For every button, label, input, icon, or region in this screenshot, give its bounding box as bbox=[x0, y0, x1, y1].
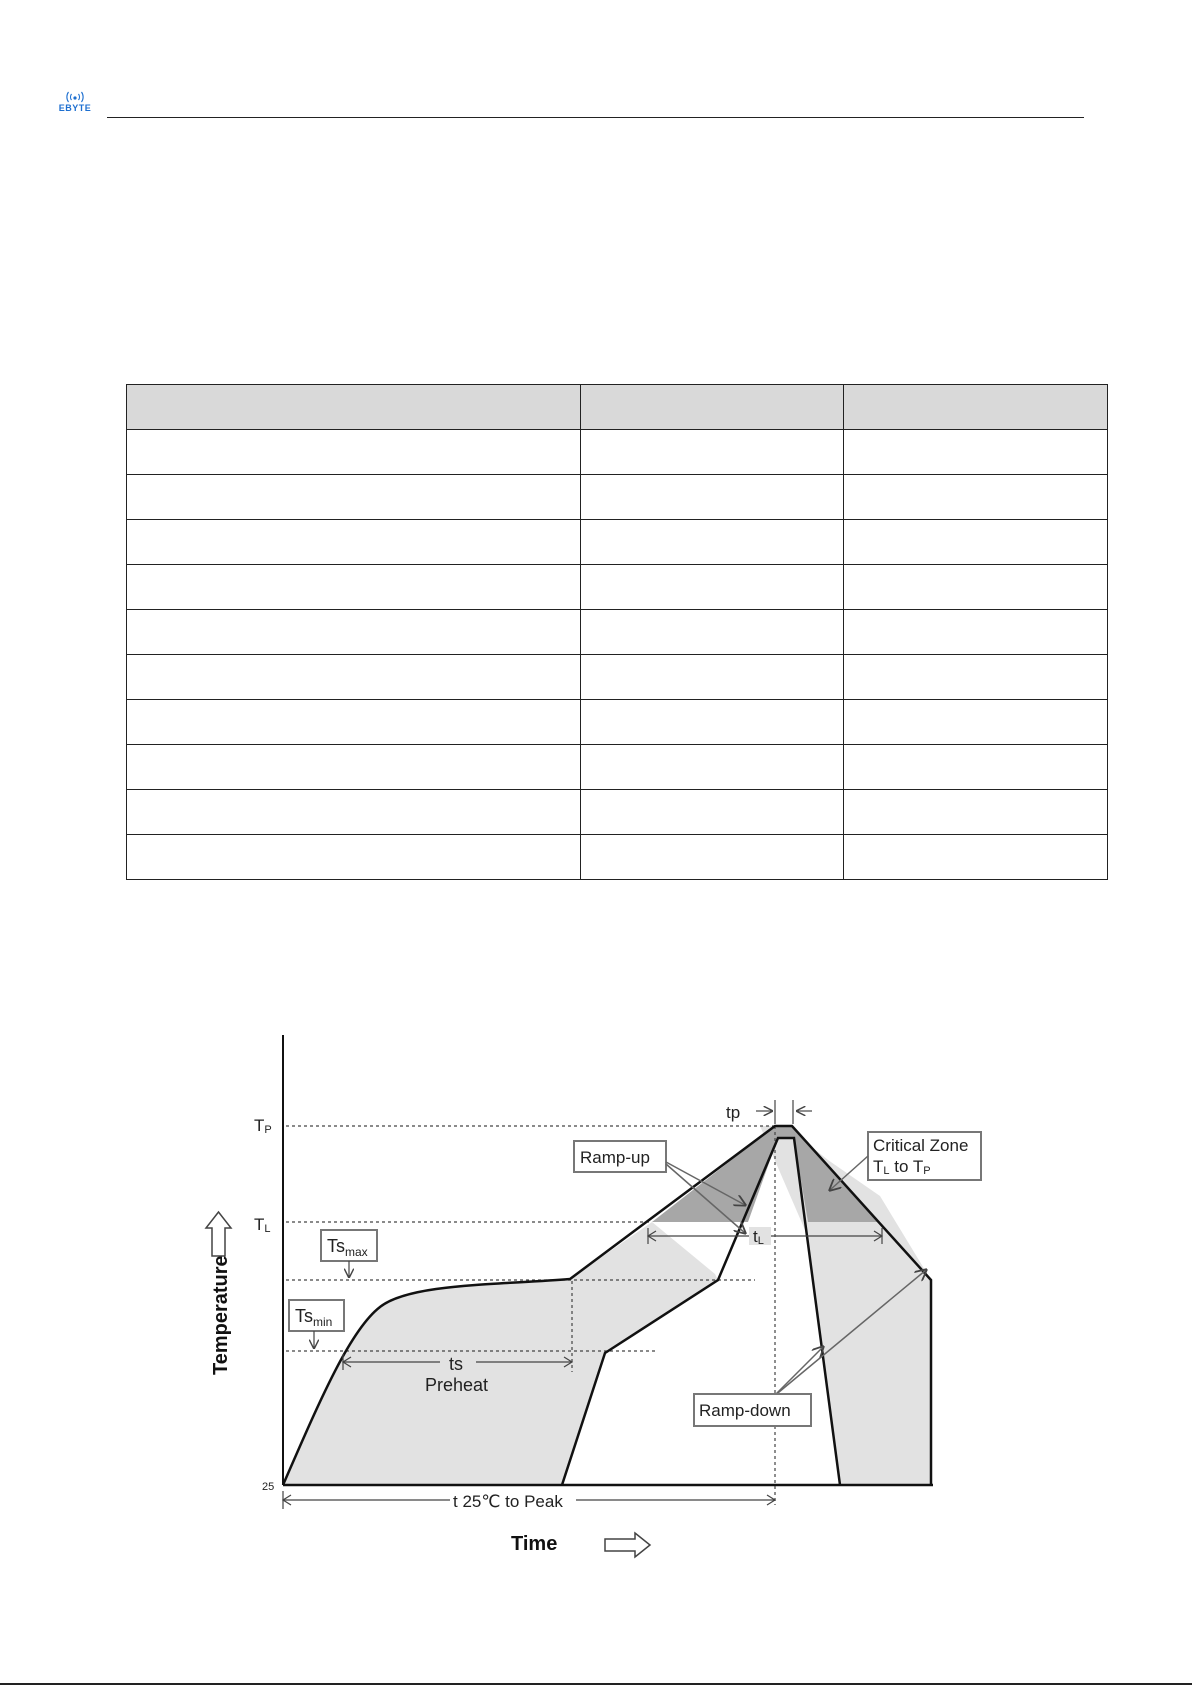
ts-min-label: $Ts_{min}$ bbox=[295, 1306, 333, 1329]
table-cell bbox=[844, 655, 1108, 700]
t25-to-peak-label: t 25℃ to Peak bbox=[453, 1492, 563, 1511]
critical-zone-label-1: Critical Zone bbox=[873, 1136, 969, 1155]
table-cell bbox=[844, 700, 1108, 745]
table-cell bbox=[127, 745, 581, 790]
ts-max-label: $Ts_{max}$ bbox=[327, 1236, 368, 1259]
table-row bbox=[127, 430, 1108, 475]
table-row bbox=[127, 520, 1108, 565]
table-cell bbox=[844, 835, 1108, 880]
ramp-up-label: Ramp-up bbox=[580, 1148, 650, 1167]
table-cell bbox=[581, 835, 844, 880]
logo-text: EBYTE bbox=[58, 103, 92, 113]
table-row bbox=[127, 790, 1108, 835]
tp-level-label: TP bbox=[254, 1116, 272, 1136]
table-cell bbox=[127, 610, 581, 655]
table-cell bbox=[844, 745, 1108, 790]
table-cell bbox=[127, 475, 581, 520]
tl-level-label: TL bbox=[254, 1215, 271, 1235]
ts-label: ts bbox=[449, 1354, 464, 1374]
table-cell bbox=[127, 655, 581, 700]
table-cell bbox=[581, 700, 844, 745]
table-header-row bbox=[127, 385, 1108, 430]
table-row bbox=[127, 655, 1108, 700]
table-cell bbox=[844, 430, 1108, 475]
table-header-cell bbox=[127, 385, 581, 430]
tp-time-label: tp bbox=[726, 1103, 741, 1122]
time-axis-title: Time bbox=[511, 1533, 558, 1555]
table-row bbox=[127, 835, 1108, 880]
table-cell bbox=[844, 520, 1108, 565]
page-header bbox=[0, 0, 1192, 130]
table-cell bbox=[127, 790, 581, 835]
reflow-profile-chart bbox=[0, 1020, 1192, 1580]
reflow-spec-table bbox=[126, 384, 1108, 880]
table-cell bbox=[844, 565, 1108, 610]
table-cell bbox=[581, 790, 844, 835]
table-header-cell bbox=[844, 385, 1108, 430]
table-header-cell bbox=[581, 385, 844, 430]
ebyte-logo bbox=[52, 90, 98, 116]
preheat-label: Preheat bbox=[425, 1375, 489, 1395]
table-cell bbox=[127, 565, 581, 610]
up-arrow-icon bbox=[206, 1212, 231, 1256]
table-cell bbox=[581, 475, 844, 520]
header-rule bbox=[107, 117, 1084, 118]
right-arrow-icon bbox=[605, 1533, 650, 1557]
ramp-down-label: Ramp-down bbox=[699, 1401, 791, 1420]
table-cell bbox=[581, 565, 844, 610]
table-cell bbox=[581, 520, 844, 565]
table-row bbox=[127, 610, 1108, 655]
temperature-axis-title bbox=[206, 1212, 232, 1375]
wireless-signal-icon bbox=[52, 90, 98, 104]
table-cell bbox=[127, 520, 581, 565]
table-row bbox=[127, 565, 1108, 610]
table-cell bbox=[581, 610, 844, 655]
table-row bbox=[127, 475, 1108, 520]
table-cell bbox=[844, 610, 1108, 655]
table-cell bbox=[581, 430, 844, 475]
table-cell bbox=[844, 790, 1108, 835]
ramp-down-arrow-1 bbox=[773, 1347, 823, 1397]
table-row bbox=[127, 700, 1108, 745]
table-cell bbox=[581, 745, 844, 790]
svg-text:Temperature: Temperature bbox=[210, 1255, 232, 1375]
table-cell bbox=[844, 475, 1108, 520]
table-cell bbox=[127, 835, 581, 880]
tl-time-label: tL bbox=[753, 1227, 764, 1247]
table-cell bbox=[127, 430, 581, 475]
table-cell bbox=[127, 700, 581, 745]
table-cell bbox=[581, 655, 844, 700]
base-temp-label: 25 bbox=[262, 1481, 275, 1493]
table-row bbox=[127, 745, 1108, 790]
critical-zone-label-2: TL to TP bbox=[873, 1157, 931, 1177]
